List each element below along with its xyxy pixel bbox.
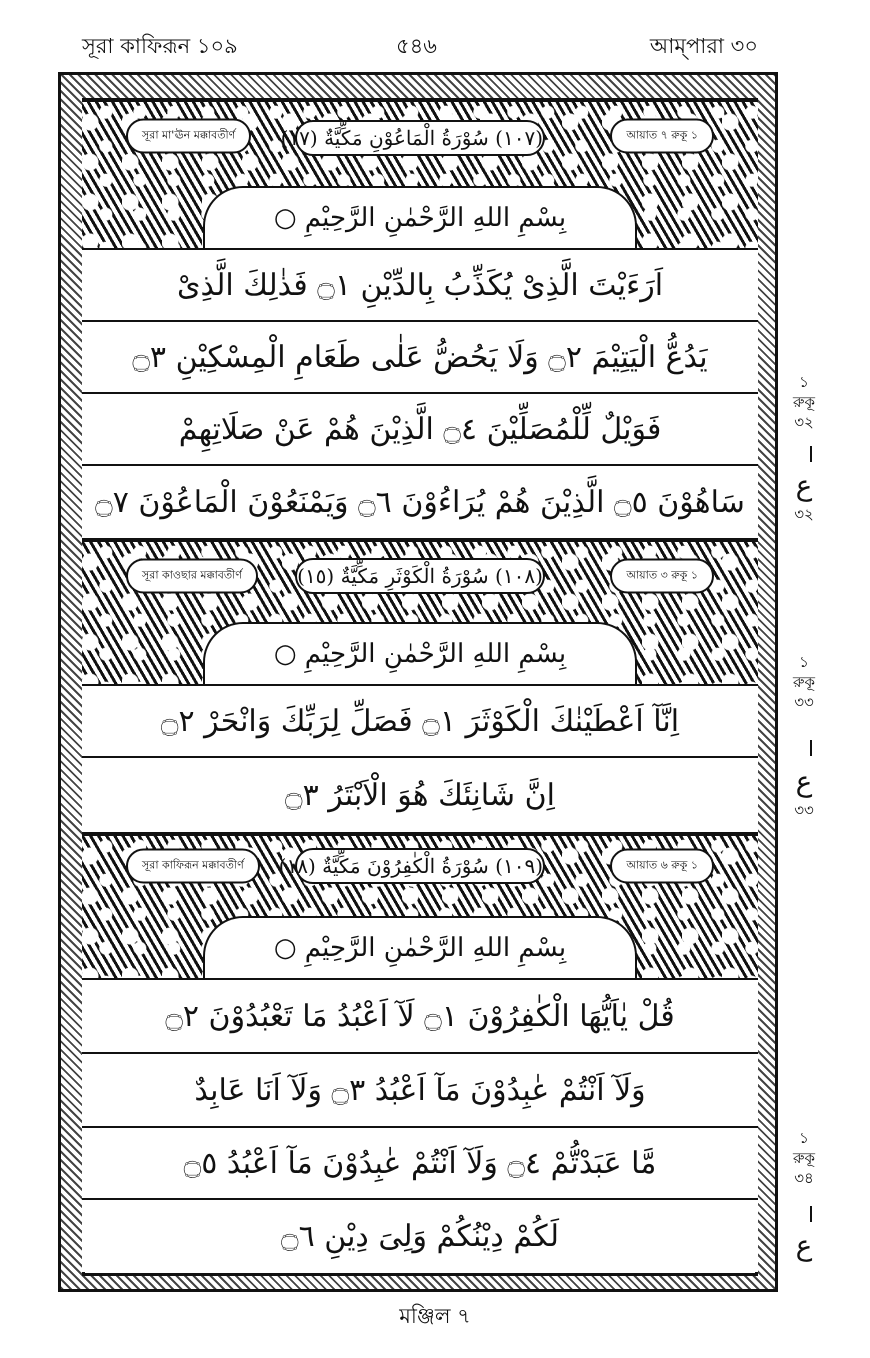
surah-title: (١٠٨) سُوْرَةُ الْكَوْثَرِ مَكِّيَّةٌ (١٥) xyxy=(295,558,545,594)
verse-line: يَدُعُّ الْيَتِيْمَ ۝٢ وَلَا يَحُضُّ عَلٰى طَعَامِ الْمِسْكِيْنِ ۝٣ xyxy=(82,322,758,394)
surah-header-band xyxy=(82,540,758,686)
ain-glyph: ع xyxy=(795,469,813,502)
ruku-number: ৩৩ xyxy=(794,693,814,711)
surah-header-band xyxy=(82,100,758,250)
verse-line: لَكُمْ دِيْنُكُمْ وَلِىَ دِيْنِ ۝٦ xyxy=(82,1200,758,1272)
ruku-count: ১ xyxy=(799,653,809,671)
ain-glyph: ع xyxy=(795,1229,813,1262)
surah-title: (١٠٩) سُوْرَةُ الْكٰفِرُوْنَ مَكِّيَّةٌ (١٨) xyxy=(295,848,545,884)
bismillah: بِسْمِ اللهِ الرَّحْمٰنِ الرَّحِيْمِ ○ xyxy=(203,622,637,684)
ruku-number: ৩৪ xyxy=(794,1169,814,1187)
ruku-label: রুকূ xyxy=(792,673,815,691)
bismillah: بِسْمِ اللهِ الرَّحْمٰنِ الرَّحِيْمِ ○ xyxy=(203,186,637,248)
verse-line: اَرَءَيْتَ الَّذِىْ يُكَذِّبُ بِالدِّيْنِ ۝١ فَذٰلِكَ الَّذِىْ xyxy=(82,250,758,322)
surah-revelation-label: সূরা কাওছার মক্কাবতীর্ণ xyxy=(126,559,258,594)
header-surah-label: সূরা কাফিরূন ১০৯ xyxy=(82,34,238,58)
ruku-end-marker xyxy=(784,1228,824,1264)
bismillah: بِسْمِ اللهِ الرَّحْمٰنِ الرَّحِيْمِ ○ xyxy=(203,916,637,978)
margin-divider xyxy=(810,1206,812,1222)
ruku-count: ১ xyxy=(799,1129,809,1147)
surah-ayat-ruku-label: আয়াত ৩ রুকূ ১ xyxy=(610,559,714,594)
ruku-label: রুকূ xyxy=(792,1149,815,1167)
ruku-marker xyxy=(784,1128,824,1188)
margin-divider xyxy=(810,446,812,462)
header-para-label: আম্‌পারা ৩০ xyxy=(649,34,758,58)
ruku-label: রুকূ xyxy=(792,393,815,411)
ruku-end-marker xyxy=(784,764,824,820)
verse-line: وَلَآ اَنْتُمْ عٰبِدُوْنَ مَآ اَعْبُدُ ۝٣ وَلَآ اَنَا عَابِدٌ xyxy=(82,1054,758,1128)
surah-revelation-label: সূরা কাফিরূন মক্কাবতীর্ণ xyxy=(126,849,260,884)
verse-line: قُلْ يٰاَيُّهَا الْكٰفِرُوْنَ ۝١ لَآ اَعْبُدُ مَا تَعْبُدُوْنَ ۝٢ xyxy=(82,980,758,1054)
verse-line: اِنَّآ اَعْطَيْنٰكَ الْكَوْثَرَ ۝١ فَصَلِّ لِرَبِّكَ وَانْحَرْ ۝٢ xyxy=(82,686,758,758)
surah-ayat-ruku-label: আয়াত ৬ রুকূ ১ xyxy=(610,849,714,884)
manzil-label: মঞ্জিল ৭ xyxy=(399,1304,471,1328)
verse-line: مَّا عَبَدْتُّمْ ۝٤ وَلَآ اَنْتُمْ عٰبِدُوْنَ مَآ اَعْبُدُ ۝٥ xyxy=(82,1128,758,1200)
verse-line: اِنَّ شَانِئَكَ هُوَ الْاَبْتَرُ ۝٣ xyxy=(82,758,758,834)
ruku-end-number: ৩৩ xyxy=(794,801,814,819)
ruku-end-number: ৩২ xyxy=(794,505,814,523)
ruku-marker xyxy=(784,652,824,712)
verse-line: سَاهُوْنَ ۝٥ الَّذِيْنَ هُمْ يُرَاءُوْنَ ۝٦ وَيَمْنَعُوْنَ الْمَاعُوْنَ ۝٧ xyxy=(82,466,758,540)
ain-glyph: ع xyxy=(795,765,813,798)
ruku-end-marker xyxy=(784,468,824,524)
surah-title: (١٠٧) سُوْرَةُ الْمَاعُوْنِ مَكِّيَّةٌ (١٧) xyxy=(295,120,545,156)
margin-divider xyxy=(810,740,812,756)
ruku-count: ১ xyxy=(799,373,809,391)
surah-header-band xyxy=(82,834,758,980)
surah-ayat-ruku-label: আয়াত ৭ রুকূ ১ xyxy=(610,119,714,154)
ruku-number: ৩২ xyxy=(794,413,814,431)
verse-line: فَوَيْلٌ لِّلْمُصَلِّيْنَ ۝٤ الَّذِيْنَ هُمْ عَنْ صَلَاتِهِمْ xyxy=(82,394,758,466)
surah-revelation-label: সূরা মা'ঊন মক্কাবতীর্ণ xyxy=(126,119,251,154)
ruku-marker xyxy=(784,372,824,432)
page-number: ৫৪৬ xyxy=(396,34,437,58)
